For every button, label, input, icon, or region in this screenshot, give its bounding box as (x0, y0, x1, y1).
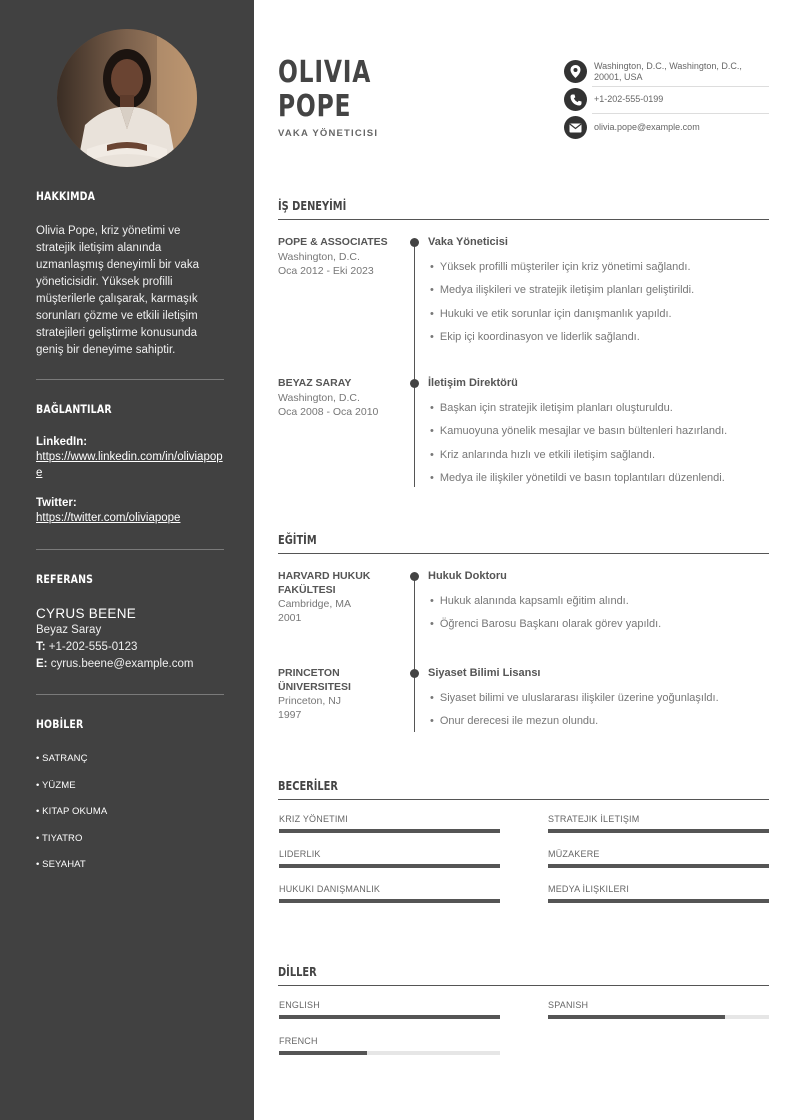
language-bar-fill (279, 1051, 367, 1055)
contact-email: olivia.pope@example.com (564, 116, 769, 139)
section-rule (278, 553, 769, 554)
reference-phone: T: +1-202-555-0123 (36, 641, 138, 653)
skill-item: STRATEJIK İLETIŞIM (548, 814, 769, 833)
hobbies-heading: HOBİLER (36, 717, 84, 731)
skill-bar-fill (279, 899, 500, 903)
section-rule (278, 799, 769, 800)
bullet-item: • Siyaset bilimi ve uluslararası ilişkiler üzerine yoğunlaşıldı. (430, 692, 770, 715)
twitter-link[interactable]: https://twitter.com/oliviapope (36, 512, 181, 524)
skills-heading: BECERİLER (278, 779, 338, 793)
mail-icon (564, 116, 587, 139)
section-rule (278, 219, 769, 220)
reference-name: CYRUS BEENE (36, 606, 137, 621)
skill-item: MEDYA İLIŞKILERI (548, 884, 769, 903)
experience-bullets (430, 261, 770, 354)
timeline-line (414, 242, 415, 487)
skill-bar-fill (548, 829, 769, 833)
reference-org: Beyaz Saray (36, 624, 102, 636)
timeline-line (414, 576, 415, 732)
bullet-item: • Hukuk alanında kapsamlı eğitim alındı. (430, 595, 770, 618)
about-heading: HAKKIMDA (36, 189, 96, 203)
linkedin-link[interactable]: https://www.linkedin.com/in/oliviapope (36, 451, 223, 479)
education-org: PRINCETON ÜNIVERSITESI Princeton, NJ 1997 (278, 667, 351, 721)
about-text: Olivia Pope, kriz yönetimi ve stratejik iletişim alanında uzmanlaşmış deneyimli bir vaka yöneticisidir. Yüksek profilli müşterilerle çalışarak, karmaşık sorunları çözme ve etkili iletişim stratejileri geliştirme konusunda geniş bir deneyime sahiptir. (36, 225, 199, 356)
bullet-item: • Hukuki ve etik sorunlar için danışmanlık yapıldı. (430, 308, 770, 331)
hobby-item: • YÜZME (36, 779, 76, 791)
experience-org: BEYAZ SARAY Washington, D.C. Oca 2008 - Oca 2010 (278, 377, 379, 418)
language-item: SPANISH (548, 1000, 769, 1019)
hobby-item: • TIYATRO (36, 832, 83, 844)
reference-heading: REFERANS (36, 572, 94, 586)
contact-divider (592, 113, 769, 114)
language-bar (548, 1015, 769, 1019)
language-item: FRENCH (279, 1036, 500, 1055)
contact-phone: +1-202-555-0199 (564, 88, 769, 111)
sidebar-divider (36, 694, 224, 695)
skill-item: HUKUKI DANIŞMANLIK (279, 884, 500, 903)
bullet-item: • Kriz anlarında hızlı ve etkili iletişim sağlandı. (430, 449, 770, 472)
skill-bar (279, 864, 500, 868)
education-degree: Siyaset Bilimi Lisansı (428, 667, 541, 679)
links-heading: BAĞLANTILAR (36, 402, 112, 416)
sidebar (0, 0, 254, 1120)
experience-org: POPE & ASSOCIATES Washington, D.C. Oca 2012 - Eki 2023 (278, 236, 388, 277)
timeline-dot (410, 379, 419, 388)
skill-bar (279, 899, 500, 903)
skill-bar-fill (548, 864, 769, 868)
sidebar-divider (36, 379, 224, 380)
bullet-item: • Başkan için stratejik iletişim planları oluşturuldu. (430, 402, 770, 425)
person-name: OLIVIA POPE (278, 55, 372, 124)
skill-bar-fill (279, 829, 500, 833)
language-bar (279, 1015, 500, 1019)
hobby-item: • SEYAHAT (36, 859, 86, 870)
skill-item: MÜZAKERE (548, 849, 769, 868)
skill-bar (548, 864, 769, 868)
language-bar (279, 1051, 500, 1055)
education-degree: Hukuk Doktoru (428, 570, 507, 582)
contact-address: Washington, D.C., Washington, D.C., 20001, USA (564, 60, 769, 83)
person-title: VAKA YÖNETICISI (278, 128, 379, 139)
skill-bar-fill (279, 864, 500, 868)
section-rule (278, 985, 769, 986)
skill-item: KRIZ YÖNETIMI (279, 814, 500, 833)
sidebar-divider (36, 549, 224, 550)
bullet-item: • Medya ilişkileri ve stratejik iletişim planları geliştirildi. (430, 284, 770, 307)
bullet-item: • Onur derecesi ile mezun olundu. (430, 715, 770, 738)
bullet-item: • Kamuoyuna yönelik mesajlar ve basın bültenleri hazırlandı. (430, 425, 770, 448)
experience-role: Vaka Yöneticisi (428, 236, 508, 248)
languages-heading: DİLLER (278, 965, 317, 979)
skill-bar (548, 829, 769, 833)
reference-email: E: cyrus.beene@example.com (36, 658, 194, 670)
linkedin-label: LinkedIn: (36, 436, 88, 448)
experience-role: İletişim Direktörü (428, 377, 518, 389)
language-bar-fill (548, 1015, 725, 1019)
skill-bar (279, 829, 500, 833)
timeline-dot (410, 572, 419, 581)
education-org: HARVARD HUKUK FAKÜLTESI Cambridge, MA 2001 (278, 570, 371, 624)
bullet-item: • Öğrenci Barosu Başkanı olarak görev yapıldı. (430, 618, 770, 641)
education-bullets (430, 692, 770, 739)
contact-divider (592, 86, 769, 87)
skill-bar (548, 899, 769, 903)
skill-bar-fill (548, 899, 769, 903)
education-heading: EĞİTİM (278, 533, 317, 547)
bullet-item: • Yüksek profilli müşteriler için kriz yönetimi sağlandı. (430, 261, 770, 284)
phone-icon (564, 88, 587, 111)
skill-item: LIDERLIK (279, 849, 500, 868)
language-bar-fill (279, 1015, 500, 1019)
bullet-item: • Medya ile ilişkiler yönetildi ve basın toplantıları düzenlendi. (430, 472, 770, 495)
experience-heading: İŞ DENEYİMİ (278, 199, 347, 213)
timeline-dot (410, 669, 419, 678)
hobby-item: • SATRANÇ (36, 753, 88, 764)
experience-bullets (430, 402, 770, 495)
bullet-item: • Ekip içi koordinasyon ve liderlik sağlandı. (430, 331, 770, 354)
location-pin-icon (564, 60, 587, 83)
language-item: ENGLISH (279, 1000, 500, 1019)
twitter-label: Twitter: (36, 497, 77, 509)
hobby-item: • KITAP OKUMA (36, 806, 108, 817)
timeline-dot (410, 238, 419, 247)
education-bullets (430, 595, 770, 642)
profile-photo (57, 29, 197, 167)
